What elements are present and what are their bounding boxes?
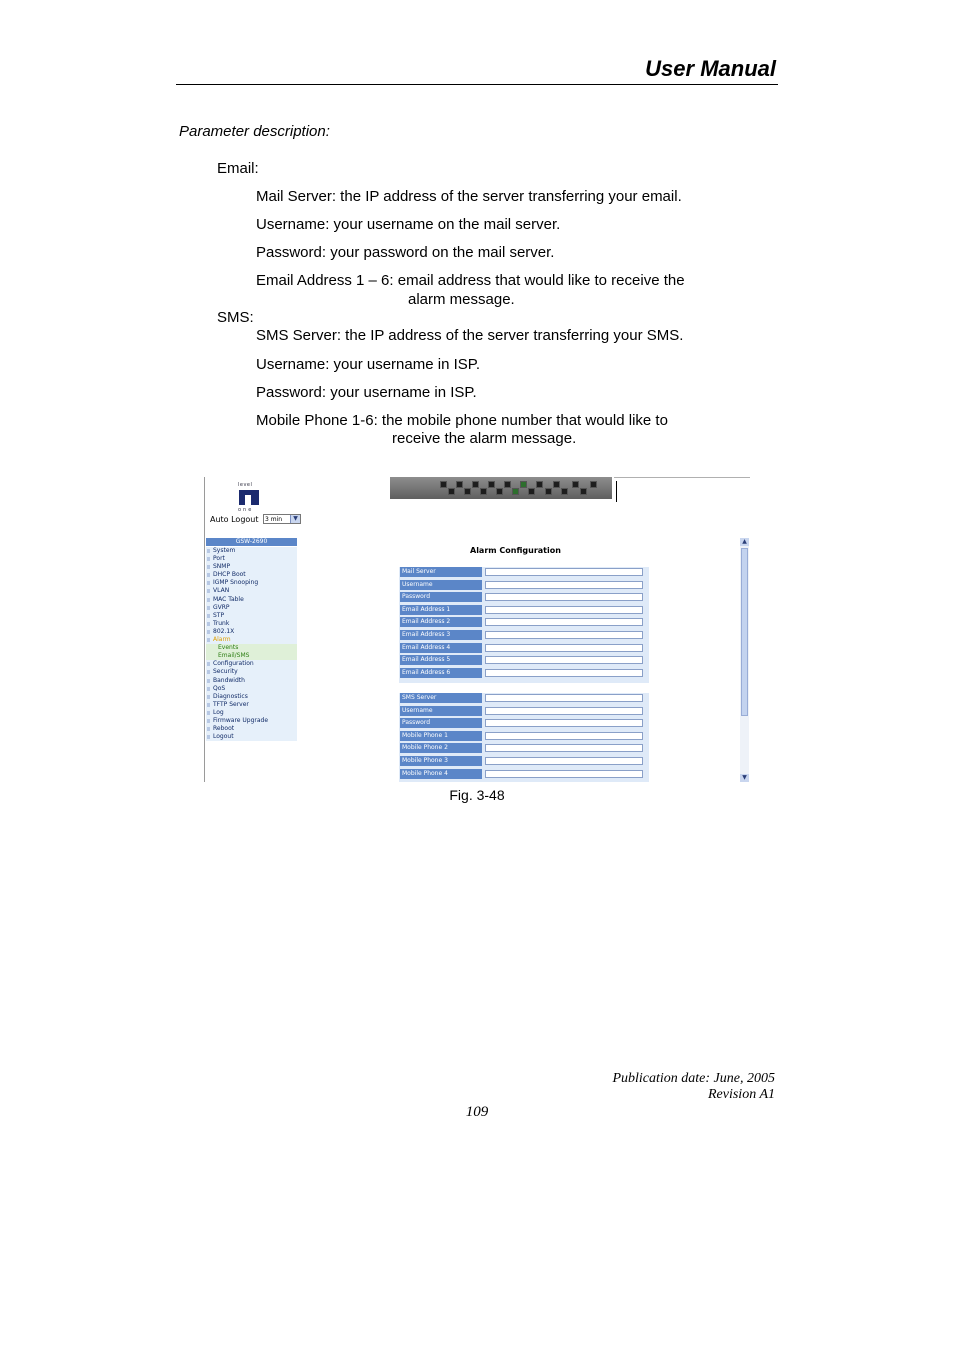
sidebar-item[interactable]: IGMP Snooping xyxy=(206,579,297,587)
field-input[interactable] xyxy=(485,656,643,664)
sms-param-mobile-cont: receive the alarm message. xyxy=(392,430,577,447)
field-label: Email Address 6 xyxy=(400,668,482,678)
sidebar-item[interactable]: Email/SMS xyxy=(206,652,297,660)
switch-port-icon xyxy=(553,481,560,488)
sidebar-item[interactable]: System xyxy=(206,547,297,555)
header-divider xyxy=(176,84,778,85)
field-label: Email Address 5 xyxy=(400,655,482,665)
switch-port-icon xyxy=(580,488,587,495)
switch-port-icon xyxy=(536,481,543,488)
sidebar-item[interactable]: Security xyxy=(206,668,297,676)
switch-port-icon xyxy=(512,488,519,495)
field-label: Email Address 2 xyxy=(400,617,482,627)
switch-port-icon xyxy=(472,481,479,488)
sidebar-item[interactable]: 802.1X xyxy=(206,628,297,636)
field-label: Username xyxy=(400,706,482,716)
field-label: Username xyxy=(400,580,482,590)
field-input[interactable] xyxy=(485,644,643,652)
sidebar-item[interactable]: Log xyxy=(206,709,297,717)
banner-divider xyxy=(614,477,750,478)
sidebar-item[interactable]: Bandwidth xyxy=(206,677,297,685)
field-label: Email Address 4 xyxy=(400,643,482,653)
switch-port-icon xyxy=(456,481,463,488)
sidebar-item[interactable]: Logout xyxy=(206,733,297,741)
auto-logout-label: Auto Logout xyxy=(210,515,259,524)
levelone-logo: level one xyxy=(238,482,262,514)
sidebar-item[interactable]: Diagnostics xyxy=(206,693,297,701)
field-label: Mobile Phone 4 xyxy=(400,769,482,779)
email-param-addresses-cont: alarm message. xyxy=(408,291,515,308)
auto-logout-select[interactable] xyxy=(263,514,301,524)
sidebar-item[interactable]: Events xyxy=(206,644,297,652)
field-input[interactable] xyxy=(485,744,643,752)
sidebar-item[interactable]: Port xyxy=(206,555,297,563)
field-label: SMS Server xyxy=(400,693,482,703)
frame-border xyxy=(204,477,205,782)
field-input[interactable] xyxy=(485,719,643,727)
switch-port-icon xyxy=(590,481,597,488)
sms-param-server: SMS Server: the IP address of the server transferring your SMS. xyxy=(256,327,684,344)
field-input[interactable] xyxy=(485,770,643,778)
sms-param-password: Password: your username in ISP. xyxy=(256,384,477,401)
switch-port-icon xyxy=(520,481,527,488)
sidebar-item[interactable]: Firmware Upgrade xyxy=(206,717,297,725)
sidebar-item[interactable]: MAC Table xyxy=(206,596,297,604)
field-input[interactable] xyxy=(485,631,643,639)
field-label: Email Address 3 xyxy=(400,630,482,640)
field-label: Mobile Phone 1 xyxy=(400,731,482,741)
sidebar-item[interactable]: STP xyxy=(206,612,297,620)
sidebar-item[interactable]: TFTP Server xyxy=(206,701,297,709)
sms-heading: SMS: xyxy=(217,309,254,326)
switch-port-icon xyxy=(440,481,447,488)
page-title: Alarm Configuration xyxy=(470,546,561,555)
switch-port-icon xyxy=(504,481,511,488)
sms-param-mobile: Mobile Phone 1-6: the mobile phone number that would like to xyxy=(256,412,668,429)
switch-port-icon xyxy=(488,481,495,488)
sidebar-menu xyxy=(206,538,297,741)
switch-port-icon xyxy=(561,488,568,495)
scroll-up-icon[interactable]: ▲ xyxy=(740,538,749,546)
email-param-username: Username: your username on the mail server. xyxy=(256,216,561,233)
field-input[interactable] xyxy=(485,669,643,677)
text-cursor xyxy=(616,481,617,502)
sidebar-item[interactable]: Reboot xyxy=(206,725,297,733)
field-input[interactable] xyxy=(485,593,643,601)
sidebar-item[interactable]: DHCP Boot xyxy=(206,571,297,579)
sidebar-item[interactable]: VLAN xyxy=(206,587,297,595)
email-param-addresses: Email Address 1 – 6: email address that would like to receive the xyxy=(256,272,685,289)
chevron-down-icon: ▼ xyxy=(290,515,300,523)
field-input[interactable] xyxy=(485,606,643,614)
sidebar-item[interactable]: Alarm xyxy=(206,636,297,644)
sms-form xyxy=(399,693,649,782)
email-param-mail-server: Mail Server: the IP address of the server transferring your email. xyxy=(256,188,682,205)
switch-port-icon xyxy=(572,481,579,488)
revision: Revision A1 xyxy=(707,1087,775,1102)
switch-port-icon xyxy=(496,488,503,495)
menu-header: GSW-2690 xyxy=(206,538,297,546)
field-label: Mobile Phone 2 xyxy=(400,743,482,753)
field-label: Password xyxy=(400,592,482,602)
sidebar-item[interactable]: Configuration xyxy=(206,660,297,668)
switch-port-icon xyxy=(448,488,455,495)
sidebar-item[interactable]: SNMP xyxy=(206,563,297,571)
scroll-thumb[interactable] xyxy=(741,548,748,716)
page-number: 109 xyxy=(465,1104,489,1120)
sidebar-item[interactable]: GVRP xyxy=(206,604,297,612)
auto-logout-value: 3 min xyxy=(265,516,283,523)
field-input[interactable] xyxy=(485,732,643,740)
switch-port-icon xyxy=(480,488,487,495)
field-input[interactable] xyxy=(485,568,643,576)
field-label: Email Address 1 xyxy=(400,605,482,615)
publication-date: Publication date: June, 2005 xyxy=(612,1071,775,1086)
field-input[interactable] xyxy=(485,581,643,589)
field-label: Mobile Phone 3 xyxy=(400,756,482,766)
field-input[interactable] xyxy=(485,757,643,765)
switch-port-icon xyxy=(464,488,471,495)
field-input[interactable] xyxy=(485,618,643,626)
scroll-down-icon[interactable]: ▼ xyxy=(740,774,749,782)
field-input[interactable] xyxy=(485,707,643,715)
switch-port-icon xyxy=(545,488,552,495)
switch-panel-image xyxy=(390,477,612,499)
manual-title: User Manual xyxy=(645,56,776,81)
scrollbar[interactable] xyxy=(740,538,749,782)
alarm-config-screenshot xyxy=(204,477,750,782)
figure-caption: Fig. 3-48 xyxy=(449,787,505,803)
field-label: Password xyxy=(400,718,482,728)
switch-port-icon xyxy=(528,488,535,495)
logo-mark-icon xyxy=(239,490,259,505)
sms-param-username: Username: your username in ISP. xyxy=(256,356,480,373)
sidebar-item[interactable]: QoS xyxy=(206,685,297,693)
sidebar-item[interactable]: Trunk xyxy=(206,620,297,628)
email-heading: Email: xyxy=(217,160,259,177)
email-param-password: Password: your password on the mail server. xyxy=(256,244,555,261)
field-input[interactable] xyxy=(485,694,643,702)
email-form xyxy=(399,567,649,683)
section-heading: Parameter description: xyxy=(179,123,330,140)
field-label: Mail Server xyxy=(400,567,482,577)
